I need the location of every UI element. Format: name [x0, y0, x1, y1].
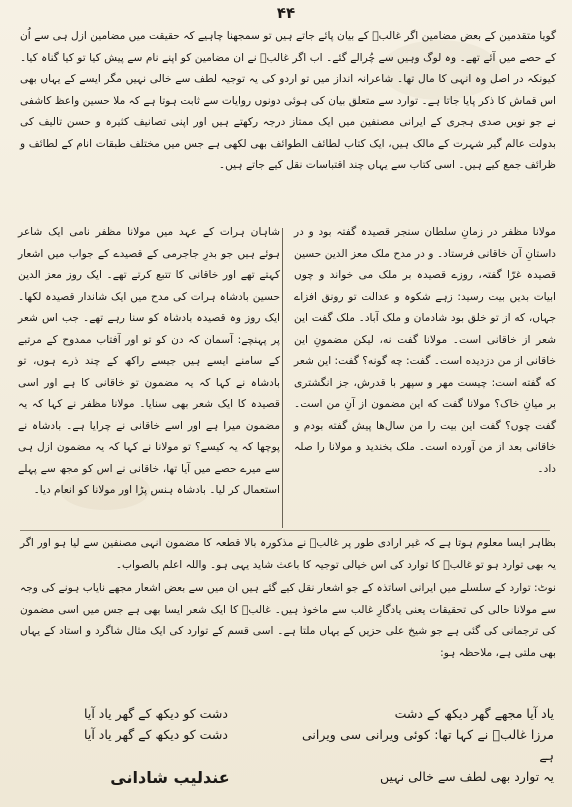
column-divider	[282, 228, 283, 528]
verse-line: یاد آیا مجھے گھر دیکھ کے دشت	[394, 706, 554, 721]
verse-block-right	[302, 703, 554, 787]
conclusion-paragraph: بظاہر ایسا معلوم ہوتا ہے کہ غیر ارادی طور پر غالبؔ نے مذکورہ بالا قطعہ کا مضمون انہی مصنفین سے لیا ہو اور اگر یہ بھی توارد ہو تو غالبؔ کا توارد کی اس خیالی توجیہ کا باعث شاید یہی ہو۔ واللہ اعلم بالصواب۔	[20, 537, 556, 571]
section-rule	[20, 530, 550, 531]
verse-line: یہ توارد بھی لطف سے خالی نہیں	[380, 769, 554, 784]
persian-quotation-column: مولانا مظفر در زمانِ سلطان سنجر قصیدہ گفتہ بود و در داستانِ آن خاقانی فرستاد۔ و در مدح ملک معز الدین حسین قصیدہ غرّا گفتہ، روزے قصیدہ بر ملک می خواند و چوں ابیات بدیں بیت رسید: زہے شکوہ و عدالت تو رونق افزاے جہاں، که از تو خلق بود شادمان و ملک آباد۔ ملک گفت این شعر از خاقانی است۔ مولانا گفت نه، لیکن مضمونِ این خاقانی از من دزدیده است۔ گفت: چه گونه؟ گفت: این شعر که گفته است: چیست مهر و سپهر با قدرش، جز انگشتری بر میانِ خاک؟ مولانا گفت که این مضمون از آنِ من است۔ گفت چوں؟ گفت این بیت را من سال‌ها پیش گفته بودم و خاقانی بعد از من آورده است۔ ملک بخندید و مولانا را صلہ داد۔	[294, 226, 556, 475]
verse-line: دشت کو دیکھ کے گھر یاد آیا	[84, 727, 228, 742]
urdu-translation-column: شاہان ہرات کے عہد میں مولانا مظفر نامی ایک شاعر ہوئے ہیں جو بدرِ جاجرمی کے قصیدے کے جواب میں اشعار کہتے تھے اور خاقانی کا تتبع کرتے تھے۔ ایک روز معز الدین حسین بادشاہ ہرات کی مدح میں ایک شاندار قصیدہ لکھا۔ ایک روز وہ قصیدہ بادشاہ کو سنا رہے تھے۔ جب اس شعر پر پہنچے: آسمان کہ دن کو تو اور آفتاب ممدوح کے مرتبے کے سامنے ایسے ہیں جیسے راکھ کے چند ذرے ہوں، تو بادشاہ نے کہا کہ یہ مضمون تو خاقانی کا ہے اور اسی قصیدہ کا ایک شعر بھی سنایا۔ مولانا مظفر نے کہا کہ یہ مضمون میرا ہے اور اسے خاقانی نے چرایا ہے۔ بادشاہ نے پوچھا کہ یہ کیسے؟ تو مولانا نے کہا کہ یہ مضمون ازل ہی سے میرے حصے میں آیا تھا، خاقانی نے اس کو مجھ سے پہلے استعمال کر لیا۔ بادشاہ ہنس پڑا اور مولانا کو انعام دیا۔	[18, 226, 280, 496]
intro-paragraph: گویا متقدمین کے بعض مضامین اگر غالبؔ کے بیان پائے جاتے ہیں تو سمجھنا چاہیے کہ حقیقت میں مضامین ازل ہی سے اُن کے حصے میں آئے تھے۔ وہ لوگ وہیں سے چُرالے گئے۔ اب اگر غالبؔ نے ان مضامین کو اپنے نام سے پیش کیا تو کیا گناہ کیا۔ کیونکہ در اصل وہ انہی کا مال تھا۔ شاعرانہ انداز میں تو اردو کی یہ توجیہ لطف سے خالی نہیں مگر ایسے کے یہاں بھی اس قماش کا ذکر پایا جاتا ہے۔ توارد سے متعلق بیان کی ہوئی دونوں روایات سے ثابت ہوتا ہے کہ ملا حسین واعظ کاشفی نے جو نویں صدی ہجری کے ایرانی مصنفین میں ایک ممتاز درجہ رکھتے ہیں اور اپنی تصانیف کثیرہ و حسن تالیف کی بدولت عالم گیر شہرت کے مالک ہیں، ایک کتاب لطائف الطوائف بھی لکھی ہے جس میں مختلف طبقات انام کے لطائف و ظرائف جمع کیے ہیں۔ اسی کتاب سے یہاں چند اقتباسات نقل کیے جاتے ہیں۔	[20, 30, 556, 171]
note-paragraph: نوٹ: توارد کے سلسلے میں ایرانی اساتذہ کے جو اشعار نقل کیے گئے ہیں ان میں سے بعض اشعار مجھے نایاب ہونے کی وجہ سے مولانا حالی کی تحقیقات یعنی یادگارِ غالب سے ماخوذ ہیں۔ غالبؔ کا ایک شعر ایسا بھی ہے جس میں اسی مضمون کی ترجمانی کی گئی ہے جو شیخ علی حزیں کے یہاں ملتا ہے۔ اسی قسم کے توارد کی ایک مثال شاگرد و استاد کے یہاں بھی ملتی ہے، ملاحظہ ہو:	[20, 582, 556, 659]
verse-block-left	[30, 703, 282, 745]
page-number: ۴۴	[276, 4, 296, 22]
author-signature: عندلیب شادانی	[110, 768, 230, 787]
verse-line: دشت کو دیکھ کے گھر یاد آیا	[84, 706, 228, 721]
verse-line: مرزا غالبؔ نے کہا تھا: کوئی ویرانی سی ویرانی ہے	[302, 727, 554, 763]
